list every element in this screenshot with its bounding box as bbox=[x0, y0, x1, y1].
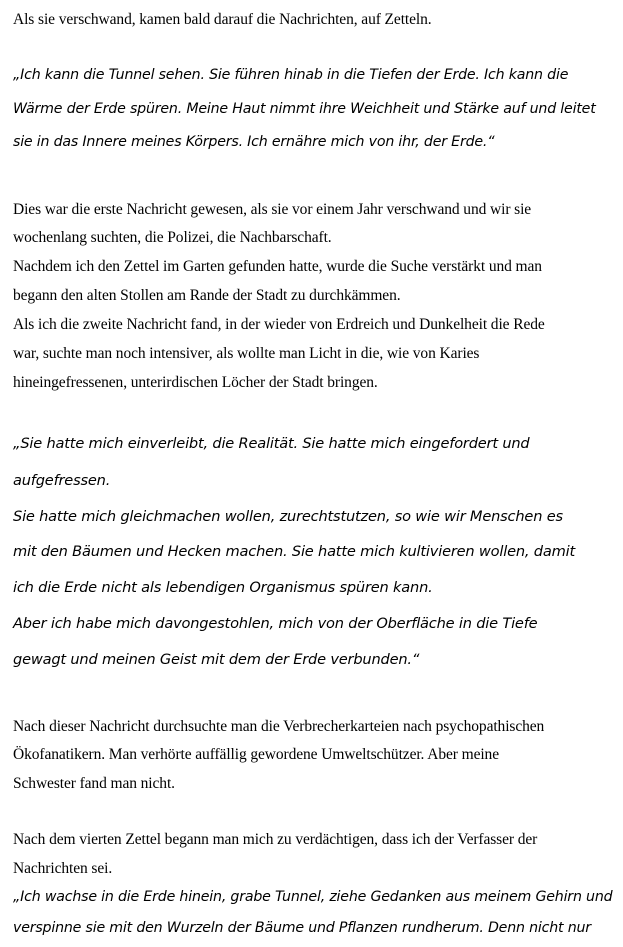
note-line: aufgefressen. bbox=[13, 472, 111, 489]
note-line: Wärme der Erde spüren. Meine Haut nimmt ihre Weichheit und Stärke auf und leitet bbox=[13, 101, 596, 117]
note-line: Aber ich habe mich davongestohlen, mich von der Oberfläche in die Tiefe bbox=[13, 615, 538, 632]
note-line: „Ich kann die Tunnel sehen. Sie führen hinab in die Tiefen der Erde. Ich kann die bbox=[13, 67, 569, 83]
note-line: sie in das Innere meines Körpers. Ich ernähre mich von ihr, der Erde.“ bbox=[13, 134, 495, 150]
text-line: Dies war die erste Nachricht gewesen, als sie vor einem Jahr verschwand und wir sie bbox=[13, 201, 532, 218]
text-line: hineingefressenen, unterirdischen Löcher der Stadt bringen. bbox=[13, 374, 378, 391]
text-line: Nach dieser Nachricht durchsuchte man die Verbrecherkarteien nach psychopathischen bbox=[13, 718, 545, 735]
note-line: „Sie hatte mich einverleibt, die Realität. Sie hatte mich eingefordert und bbox=[13, 435, 530, 452]
text-line: Schwester fand man nicht. bbox=[13, 775, 175, 792]
note-line: ich die Erde nicht als lebendigen Organismus spüren kann. bbox=[13, 579, 433, 596]
text-line: Ökofanatikern. Man verhörte auffällig gewordene Umweltschützer. Aber meine bbox=[13, 746, 499, 763]
text-line: Als sie verschwand, kamen bald darauf die Nachrichten, auf Zetteln. bbox=[13, 11, 432, 28]
text-line: Als ich die zweite Nachricht fand, in der wieder von Erdreich und Dunkelheit die Rede bbox=[13, 316, 545, 333]
text-line: Nach dem vierten Zettel begann man mich zu verdächtigen, dass ich der Verfasser der bbox=[13, 831, 538, 848]
text-line: begann den alten Stollen am Rande der Stadt zu durchkämmen. bbox=[13, 287, 401, 304]
note-line: Sie hatte mich gleichmachen wollen, zurechtstutzen, so wie wir Menschen es bbox=[13, 508, 563, 525]
text-line: war, suchte man noch intensiver, als wollte man Licht in die, wie von Karies bbox=[13, 345, 480, 362]
note-line: „Ich wachse in die Erde hinein, grabe Tunnel, ziehe Gedanken aus meinem Gehirn und bbox=[13, 889, 613, 905]
note-line: mit den Bäumen und Hecken machen. Sie hatte mich kultivieren wollen, damit bbox=[13, 543, 576, 560]
note-line: gewagt und meinen Geist mit dem der Erde verbunden.“ bbox=[13, 651, 420, 668]
text-line: wochenlang suchten, die Polizei, die Nachbarschaft. bbox=[13, 229, 332, 246]
text-line: Nachrichten sei. bbox=[13, 860, 113, 877]
text-line: Nachdem ich den Zettel im Garten gefunden hatte, wurde die Suche verstärkt und man bbox=[13, 258, 542, 275]
note-line: verspinne sie mit den Wurzeln der Bäume und Pflanzen rundherum. Denn nicht nur bbox=[13, 920, 591, 936]
